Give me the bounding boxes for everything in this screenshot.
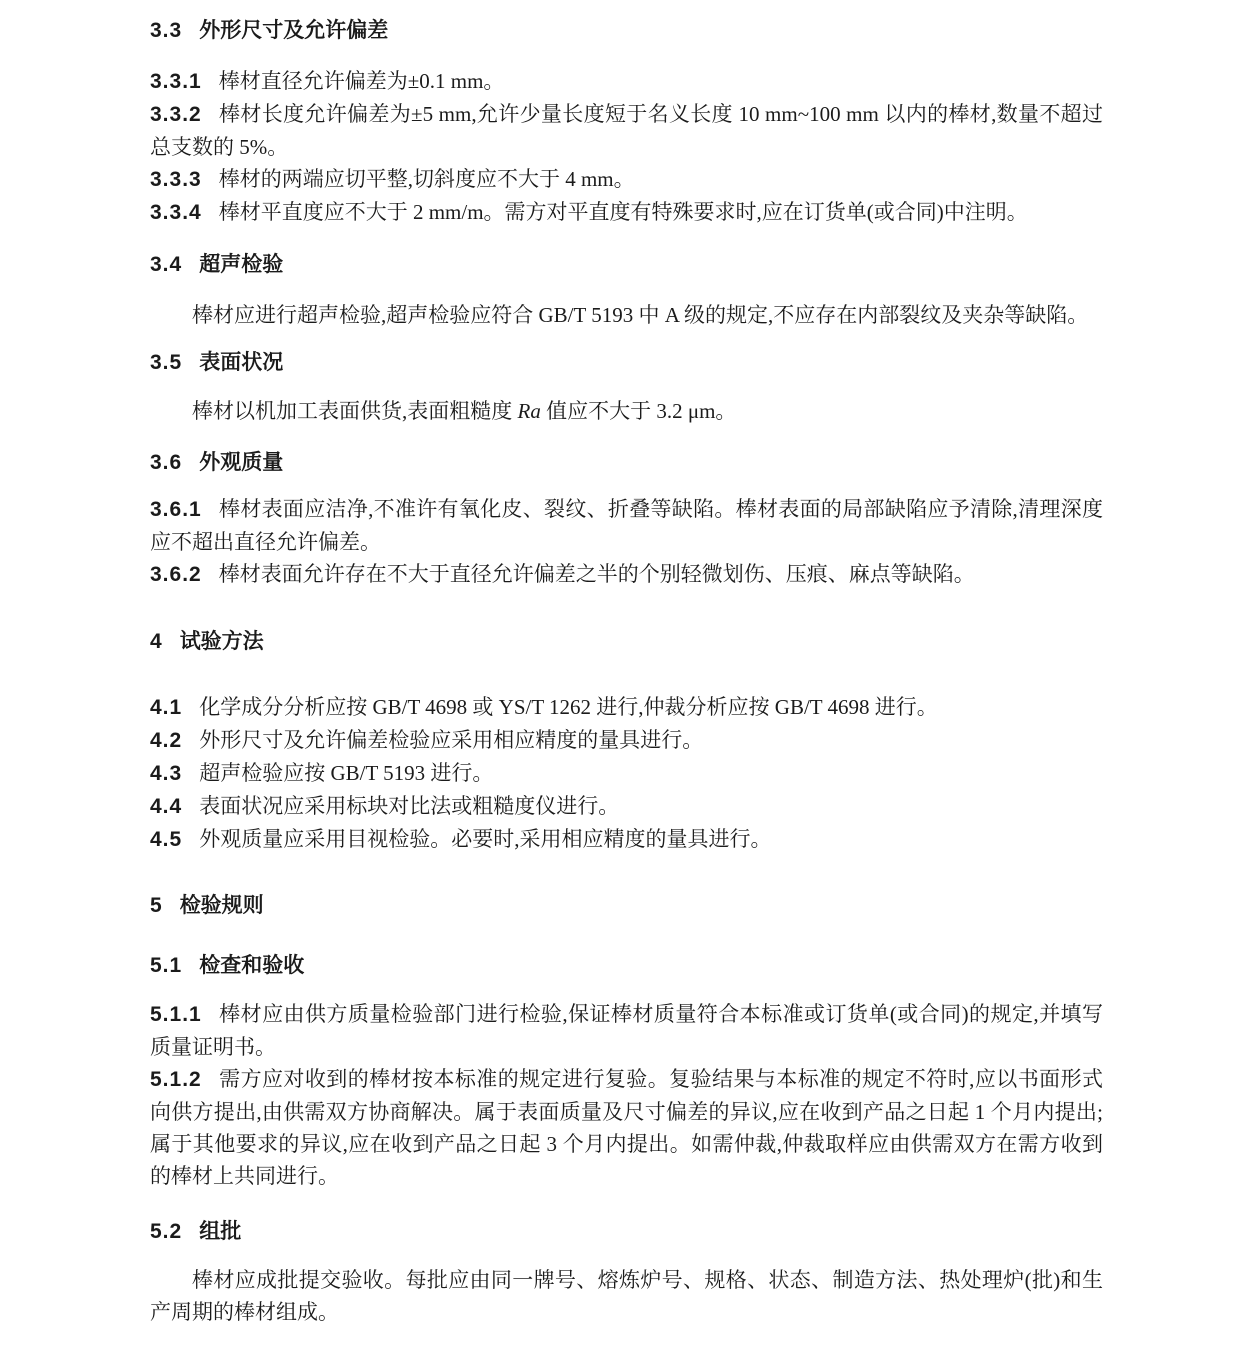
chapter-title: 试验方法 [179,630,264,653]
clause-text: 超声检验应按 GB/T 5193 进行。 [199,761,494,785]
clause-number: 3.6.1 [150,498,202,521]
clause-number: 4.2 [150,729,183,752]
clause-text: 表面状况应采用标块对比法或粗糙度仪进行。 [199,794,620,818]
section-title: 超声检验 [199,253,284,276]
section-title: 组批 [199,1220,242,1243]
chapter-number: 5 [150,894,163,917]
clause-text: 外观质量应采用目视检验。必要时,采用相应精度的量具进行。 [199,827,772,851]
clause-5-1-1 [150,998,1103,1063]
clause-number: 3.3.2 [150,103,202,126]
clause-3-3-1 [150,65,1103,98]
clause-number: 4.3 [150,762,183,785]
section-heading-5-1 [150,950,1103,982]
clause-4-3 [150,757,1103,790]
paragraph-surface: 棒材以机加工表面供货,表面粗糙度 Ra 值应不大于 3.2 μm。 [192,399,737,423]
section-number: 3.4 [150,253,183,276]
chapter-number: 4 [150,630,163,653]
section-heading-5-2 [150,1216,1103,1248]
section-number: 3.3 [150,19,183,42]
clause-text: 棒材表面允许存在不大于直径允许偏差之半的个别轻微划伤、压痕、麻点等缺陷。 [218,562,975,586]
clause-number: 4.4 [150,795,183,818]
clause-4-2 [150,724,1103,757]
clause-number: 3.6.2 [150,563,202,586]
section-heading-3-6 [150,447,1103,479]
clause-5-1-2 [150,1063,1103,1192]
clause-number: 3.3.1 [150,70,202,93]
clause-text: 棒材长度允许偏差为±5 mm,允许少量长度短于名义长度 10 mm~100 mm 以内的棒材,数量不超过总支数的 5%。 [150,102,1103,159]
clause-text: 棒材平直度应不大于 2 mm/m。需方对平直度有特殊要求时,应在订货单(或合同)中注明。 [218,200,1028,224]
clause-4-1 [150,691,1103,724]
clause-number: 3.3.3 [150,168,202,191]
clause-text: 外形尺寸及允许偏差检验应采用相应精度的量具进行。 [199,728,704,752]
clause-3-6-2 [150,558,1103,591]
clause-text: 棒材直径允许偏差为±0.1 mm。 [218,69,505,93]
clause-4-5 [150,823,1103,856]
section-heading-3-5 [150,347,1103,379]
chapter-heading-5 [150,890,1103,922]
paragraph-lot: 棒材应成批提交验收。每批应由同一牌号、熔炼炉号、规格、状态、制造方法、热处理炉(批)和生产周期的棒材组成。 [150,1268,1103,1324]
section-number: 5.2 [150,1220,183,1243]
clause-text: 需方应对收到的棒材按本标准的规定进行复验。复验结果与本标准的规定不符时,应以书面形式向供方提出,由供需双方协商解决。属于表面质量及尺寸偏差的异议,应在收到产品之日起 1 个月内提出;属于其他要求的异议,应在收到产品之日起 3 个月内提出。如需仲裁,仲裁取样应由供需双方在需方收到的棒材上共同进行。 [150,1067,1103,1188]
section-title: 表面状况 [199,351,284,374]
clause-number: 5.1.2 [150,1068,202,1091]
section-title: 外形尺寸及允许偏差 [199,19,389,42]
section-title: 检查和验收 [199,954,305,977]
clause-text: 化学成分分析应按 GB/T 4698 或 YS/T 1262 进行,仲裁分析应按 GB/T 4698 进行。 [199,695,938,719]
clause-text: 棒材的两端应切平整,切斜度应不大于 4 mm。 [218,167,635,191]
clause-3-6-1 [150,493,1103,558]
clause-number: 4.1 [150,696,183,719]
clause-text: 棒材表面应洁净,不准许有氧化皮、裂纹、折叠等缺陷。棒材表面的局部缺陷应予清除,清理深度应不超出直径允许偏差。 [150,497,1103,554]
clause-text: 棒材应由供方质量检验部门进行检验,保证棒材质量符合本标准或订货单(或合同)的规定,并填写质量证明书。 [150,1002,1103,1059]
section-title: 外观质量 [199,451,284,474]
clause-4-4 [150,790,1103,823]
clause-3-3-2 [150,98,1103,163]
paragraph-ultrasonic: 棒材应进行超声检验,超声检验应符合 GB/T 5193 中 A 级的规定,不应存在内部裂纹及夹杂等缺陷。 [192,303,1089,327]
clause-3-3-4 [150,196,1103,229]
section-heading-3-3 [150,15,1103,47]
chapter-heading-4 [150,626,1103,658]
chapter-title: 检验规则 [179,894,264,917]
clause-number: 4.5 [150,828,183,851]
clause-3-3-3 [150,163,1103,196]
section-number: 3.6 [150,451,183,474]
section-heading-3-4 [150,249,1103,281]
section-number: 3.5 [150,351,183,374]
clause-number: 3.3.4 [150,201,202,224]
section-number: 5.1 [150,954,183,977]
clause-number: 5.1.1 [150,1003,202,1026]
